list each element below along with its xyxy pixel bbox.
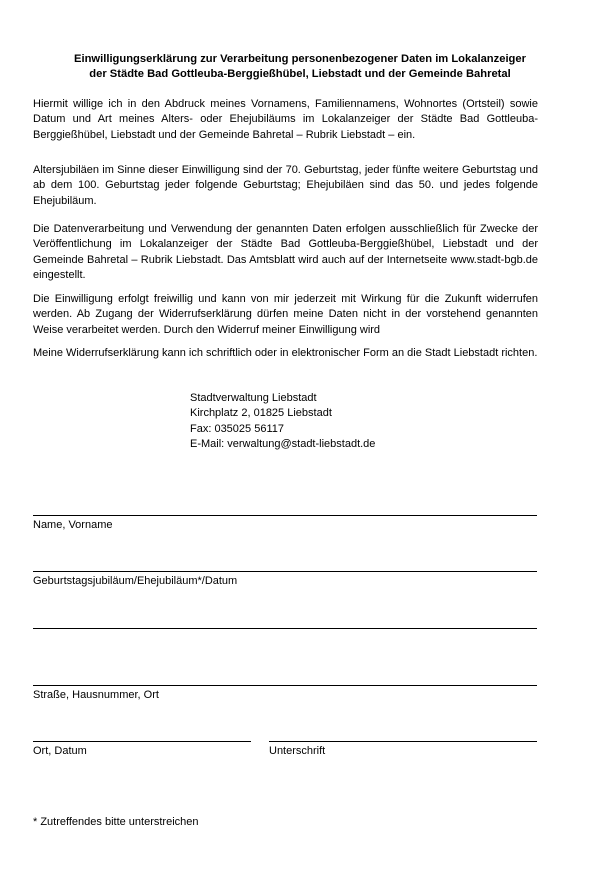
title-line-2: der Städte Bad Gottleuba-Berggießhübel, Liebstadt und der Gemeinde Bahretal bbox=[89, 68, 511, 80]
document-title bbox=[30, 52, 570, 82]
address-email: E-Mail: verwaltung@stadt-liebstadt.de bbox=[190, 437, 376, 450]
address-fax: Fax: 035025 56117 bbox=[190, 422, 284, 435]
place-date-field-line[interactable] bbox=[33, 741, 251, 742]
address-block bbox=[190, 391, 375, 452]
paragraph-revocation-contact: Meine Widerrufserklärung kann ich schriftlich oder in elektronischer Form an die Stadt Liebstadt richten. bbox=[33, 347, 538, 359]
address-field-line[interactable] bbox=[33, 685, 537, 686]
paragraph-data-usage: Die Datenverarbeitung und Verwendung der genannten Daten erfolgen ausschließlich für Zwecke der Veröffentlichung im Lokalanzeiger der Städte Bad Gottleuba-Berggießhübel, Liebstadt und der Gemeinde Bahretal – Rubrik Liebstadt. Das Amtsblatt wird auch auf der Internetseite www.stadt-bgb.de eingestellt. bbox=[33, 223, 538, 281]
address-name: Stadtverwaltung Liebstadt bbox=[190, 392, 317, 404]
title-line-1: Einwilligungserklärung zur Verarbeitung personenbezogener Daten im Lokalanzeiger bbox=[74, 53, 526, 65]
place-date-field-label: Ort, Datum bbox=[33, 745, 87, 757]
signature-field-line[interactable] bbox=[269, 741, 537, 742]
name-field-line[interactable] bbox=[33, 515, 537, 516]
jubilee-field-line[interactable] bbox=[33, 571, 537, 572]
extra-field-line[interactable] bbox=[33, 628, 537, 629]
address-street: Kirchplatz 2, 01825 Liebstadt bbox=[190, 407, 332, 420]
jubilee-field-label: Geburtstagsjubiläum/Ehejubiläum*/Datum bbox=[33, 575, 238, 587]
address-field-label: Straße, Hausnummer, Ort bbox=[33, 689, 159, 701]
name-field-label: Name, Vorname bbox=[33, 519, 113, 531]
paragraph-revocation: Die Einwilligung erfolgt freiwillig und kann von mir jederzeit mit Wirkung für die Zukunft widerrufen werden. Ab Zugang der Widerrufserklärung dürfen meine Daten nicht in der vorstehend genannten Weise verarbeitet werden. Durch den Widerruf meiner Einwilligung wird bbox=[33, 293, 538, 336]
paragraph-consent: Hiermit willige ich in den Abdruck meines Vornamens, Familiennamens, Wohnortes (Ortsteil) sowie Datum und Art meines Alters- oder Ehejubiläums im Lokalanzeiger der Städte Bad Gottleuba-Berggießhübel, Liebstadt und der Gemeinde Bahretal – Rubrik Liebstadt – ein. bbox=[33, 98, 538, 141]
signature-field-label: Unterschrift bbox=[269, 745, 326, 757]
footnote: * Zutreffendes bitte unterstreichen bbox=[33, 816, 199, 828]
paragraph-jubilee-definition: Altersjubiläen im Sinne dieser Einwilligung sind der 70. Geburtstag, jeder fünfte weitere Geburtstag und ab dem 100. Geburtstag jeder folgende Geburtstag; Ehejubiläen sind das 50. und jedes folgende Ehejubiläum. bbox=[33, 164, 538, 207]
